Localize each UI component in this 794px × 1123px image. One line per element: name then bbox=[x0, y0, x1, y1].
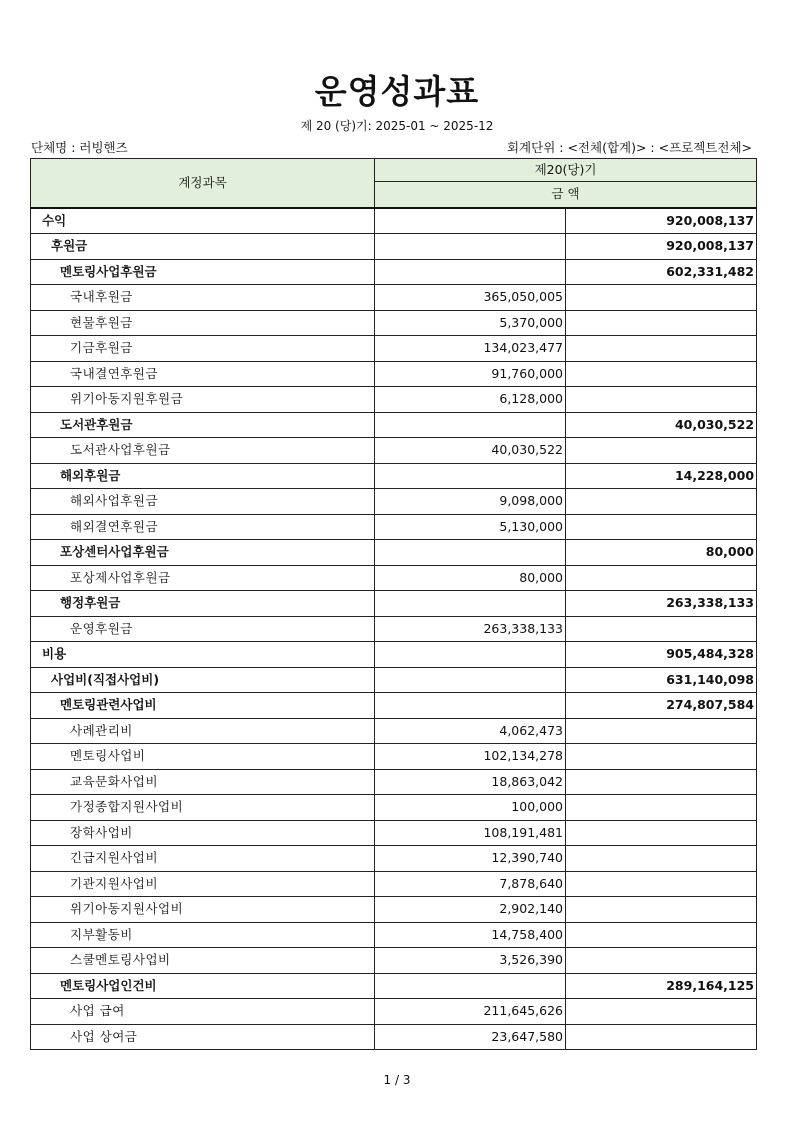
table-row bbox=[31, 463, 757, 489]
table-row bbox=[31, 208, 757, 234]
detail-amount-cell: 100,000 bbox=[375, 795, 566, 821]
subtotal-amount-cell bbox=[566, 361, 757, 387]
table-row bbox=[31, 565, 757, 591]
account-name-cell: 도서관후원금 bbox=[31, 412, 375, 438]
account-name-cell: 멘토링사업비 bbox=[31, 744, 375, 770]
detail-amount-cell: 14,758,400 bbox=[375, 922, 566, 948]
table-row bbox=[31, 514, 757, 540]
subtotal-amount-cell bbox=[566, 438, 757, 464]
account-name-cell: 가정종합지원사업비 bbox=[31, 795, 375, 821]
subtotal-amount-cell: 920,008,137 bbox=[566, 208, 757, 234]
subtotal-amount-cell bbox=[566, 846, 757, 872]
subtotal-amount-cell bbox=[566, 489, 757, 515]
page-number: 1 / 3 bbox=[383, 1073, 411, 1087]
account-name-cell: 사업 급여 bbox=[31, 999, 375, 1025]
detail-amount-cell: 108,191,481 bbox=[375, 820, 566, 846]
table-row bbox=[31, 667, 757, 693]
table-row bbox=[31, 922, 757, 948]
operating-results-table bbox=[30, 158, 757, 1050]
account-name-cell: 후원금 bbox=[31, 234, 375, 260]
table-row bbox=[31, 489, 757, 515]
subtotal-amount-cell bbox=[566, 616, 757, 642]
detail-amount-cell: 12,390,740 bbox=[375, 846, 566, 872]
account-name-cell: 기관지원사업비 bbox=[31, 871, 375, 897]
detail-amount-cell: 102,134,278 bbox=[375, 744, 566, 770]
table-row bbox=[31, 795, 757, 821]
detail-amount-cell: 4,062,473 bbox=[375, 718, 566, 744]
subtotal-amount-cell bbox=[566, 336, 757, 362]
table-row bbox=[31, 820, 757, 846]
detail-amount-cell bbox=[375, 667, 566, 693]
table-row bbox=[31, 361, 757, 387]
detail-amount-cell bbox=[375, 412, 566, 438]
fiscal-period: 제 20 (당)기: 2025-01 ~ 2025-12 bbox=[300, 119, 494, 133]
document-title: 운영성과표 bbox=[314, 72, 480, 111]
subtotal-amount-cell bbox=[566, 769, 757, 795]
detail-amount-cell bbox=[375, 973, 566, 999]
table-row bbox=[31, 336, 757, 362]
detail-amount-cell: 40,030,522 bbox=[375, 438, 566, 464]
account-name-cell: 기금후원금 bbox=[31, 336, 375, 362]
account-name-cell: 사업비(직접사업비) bbox=[31, 667, 375, 693]
detail-amount-cell: 80,000 bbox=[375, 565, 566, 591]
detail-amount-cell: 5,130,000 bbox=[375, 514, 566, 540]
detail-amount-cell: 91,760,000 bbox=[375, 361, 566, 387]
table-row bbox=[31, 846, 757, 872]
table-row bbox=[31, 871, 757, 897]
account-column-header: 계정과목 bbox=[31, 159, 375, 208]
account-name-cell: 해외후원금 bbox=[31, 463, 375, 489]
detail-amount-cell: 7,878,640 bbox=[375, 871, 566, 897]
subtotal-amount-cell: 602,331,482 bbox=[566, 259, 757, 285]
account-name-cell: 포상센터사업후원금 bbox=[31, 540, 375, 566]
table-row bbox=[31, 591, 757, 617]
account-name-cell: 사례관리비 bbox=[31, 718, 375, 744]
subtotal-amount-cell: 274,807,584 bbox=[566, 693, 757, 719]
subtotal-amount-cell bbox=[566, 744, 757, 770]
subtotal-amount-cell: 263,338,133 bbox=[566, 591, 757, 617]
table-row bbox=[31, 769, 757, 795]
detail-amount-cell: 134,023,477 bbox=[375, 336, 566, 362]
accounting-unit-label: 회계단위 : <전체(합계)> : <프로젝트전체> bbox=[506, 140, 752, 155]
account-name-cell: 교육문화사업비 bbox=[31, 769, 375, 795]
subtotal-amount-cell bbox=[566, 999, 757, 1025]
table-row bbox=[31, 387, 757, 413]
account-name-cell: 포상제사업후원금 bbox=[31, 565, 375, 591]
detail-amount-cell: 2,902,140 bbox=[375, 897, 566, 923]
account-name-cell: 위기아동지원후원금 bbox=[31, 387, 375, 413]
detail-amount-cell bbox=[375, 208, 566, 234]
subtotal-amount-cell bbox=[566, 1024, 757, 1050]
subtotal-amount-cell: 80,000 bbox=[566, 540, 757, 566]
subtotal-amount-cell bbox=[566, 285, 757, 311]
table-row bbox=[31, 259, 757, 285]
table-row bbox=[31, 616, 757, 642]
account-name-cell: 운영후원금 bbox=[31, 616, 375, 642]
table-row bbox=[31, 285, 757, 311]
subtotal-amount-cell: 40,030,522 bbox=[566, 412, 757, 438]
detail-amount-cell: 263,338,133 bbox=[375, 616, 566, 642]
table-row bbox=[31, 234, 757, 260]
subtotal-amount-cell bbox=[566, 565, 757, 591]
account-name-cell: 현물후원금 bbox=[31, 310, 375, 336]
detail-amount-cell bbox=[375, 591, 566, 617]
subtotal-amount-cell bbox=[566, 897, 757, 923]
table-row bbox=[31, 948, 757, 974]
table-row bbox=[31, 973, 757, 999]
subtotal-amount-cell bbox=[566, 922, 757, 948]
subtotal-amount-cell bbox=[566, 871, 757, 897]
detail-amount-cell bbox=[375, 693, 566, 719]
table-row bbox=[31, 412, 757, 438]
detail-amount-cell: 18,863,042 bbox=[375, 769, 566, 795]
account-name-cell: 행정후원금 bbox=[31, 591, 375, 617]
account-name-cell: 멘토링사업후원금 bbox=[31, 259, 375, 285]
detail-amount-cell: 3,526,390 bbox=[375, 948, 566, 974]
account-name-cell: 멘토링사업인건비 bbox=[31, 973, 375, 999]
subtotal-amount-cell: 14,228,000 bbox=[566, 463, 757, 489]
table-row bbox=[31, 744, 757, 770]
account-name-cell: 장학사업비 bbox=[31, 820, 375, 846]
subtotal-amount-cell: 631,140,098 bbox=[566, 667, 757, 693]
table-row bbox=[31, 540, 757, 566]
subtotal-amount-cell: 905,484,328 bbox=[566, 642, 757, 668]
account-name-cell: 위기아동지원사업비 bbox=[31, 897, 375, 923]
detail-amount-cell bbox=[375, 642, 566, 668]
detail-amount-cell: 365,050,005 bbox=[375, 285, 566, 311]
table-row bbox=[31, 1024, 757, 1050]
detail-amount-cell: 5,370,000 bbox=[375, 310, 566, 336]
detail-amount-cell bbox=[375, 463, 566, 489]
subtotal-amount-cell bbox=[566, 795, 757, 821]
subtotal-amount-cell bbox=[566, 820, 757, 846]
subtotal-amount-cell bbox=[566, 948, 757, 974]
account-name-cell: 수익 bbox=[31, 208, 375, 234]
account-name-cell: 해외결연후원금 bbox=[31, 514, 375, 540]
detail-amount-cell bbox=[375, 259, 566, 285]
table-row bbox=[31, 438, 757, 464]
account-name-cell: 사업 상여금 bbox=[31, 1024, 375, 1050]
detail-amount-cell: 9,098,000 bbox=[375, 489, 566, 515]
account-name-cell: 국내후원금 bbox=[31, 285, 375, 311]
period-column-header: 제20(당)기 bbox=[375, 159, 757, 182]
organization-label: 단체명 : 러빙핸즈 bbox=[31, 140, 128, 155]
detail-amount-cell: 6,128,000 bbox=[375, 387, 566, 413]
detail-amount-cell bbox=[375, 540, 566, 566]
amount-column-header: 금 액 bbox=[375, 182, 757, 208]
subtotal-amount-cell: 920,008,137 bbox=[566, 234, 757, 260]
table-row bbox=[31, 718, 757, 744]
account-name-cell: 해외사업후원금 bbox=[31, 489, 375, 515]
table-row bbox=[31, 897, 757, 923]
detail-amount-cell bbox=[375, 234, 566, 260]
subtotal-amount-cell bbox=[566, 387, 757, 413]
table-row bbox=[31, 693, 757, 719]
subtotal-amount-cell bbox=[566, 310, 757, 336]
account-name-cell: 비용 bbox=[31, 642, 375, 668]
subtotal-amount-cell: 289,164,125 bbox=[566, 973, 757, 999]
account-name-cell: 멘토링관련사업비 bbox=[31, 693, 375, 719]
subtotal-amount-cell bbox=[566, 514, 757, 540]
detail-amount-cell: 23,647,580 bbox=[375, 1024, 566, 1050]
account-name-cell: 스쿨멘토링사업비 bbox=[31, 948, 375, 974]
account-name-cell: 긴급지원사업비 bbox=[31, 846, 375, 872]
table-row bbox=[31, 642, 757, 668]
account-name-cell: 국내결연후원금 bbox=[31, 361, 375, 387]
account-name-cell: 지부활동비 bbox=[31, 922, 375, 948]
subtotal-amount-cell bbox=[566, 718, 757, 744]
account-name-cell: 도서관사업후원금 bbox=[31, 438, 375, 464]
table-row bbox=[31, 310, 757, 336]
table-header-row bbox=[31, 159, 757, 182]
table-row bbox=[31, 999, 757, 1025]
detail-amount-cell: 211,645,626 bbox=[375, 999, 566, 1025]
